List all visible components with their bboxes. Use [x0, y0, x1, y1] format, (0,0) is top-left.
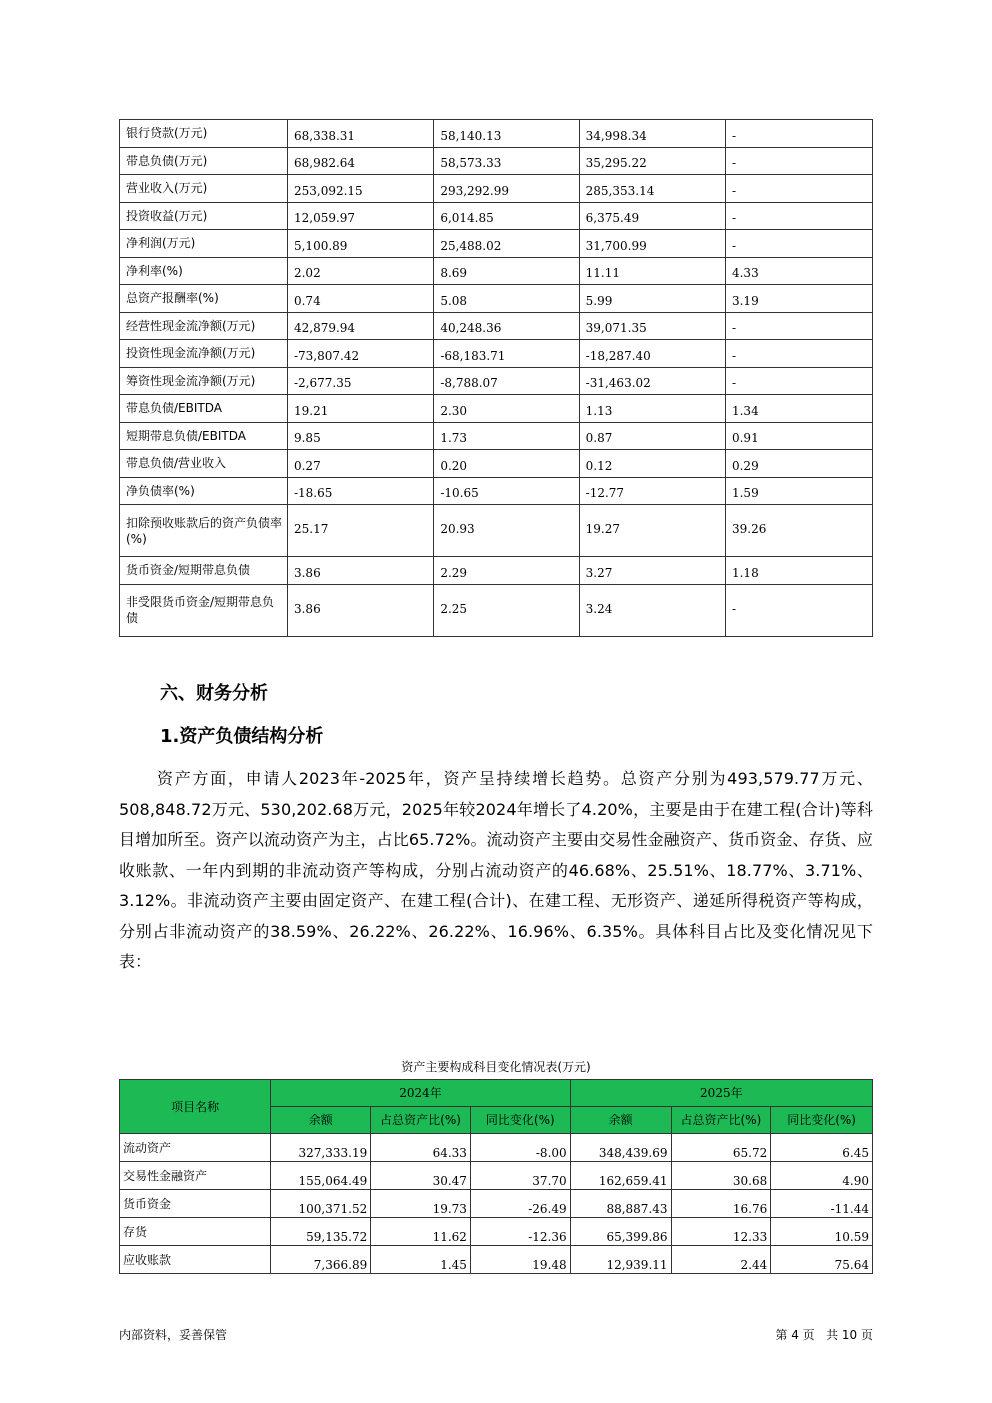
- value-cell: 39.26: [725, 505, 872, 557]
- value-cell: 19.73: [371, 1190, 471, 1218]
- financial-metrics-table: [119, 119, 873, 637]
- table-row: [120, 285, 873, 313]
- section-title: 六、财务分析: [160, 683, 268, 704]
- value-cell: 39,071.35: [579, 312, 725, 340]
- value-cell: 40,248.36: [434, 312, 579, 340]
- value-cell: 6,014.85: [434, 202, 579, 230]
- value-cell: -: [725, 367, 872, 395]
- row-label: 货币资金: [120, 1190, 271, 1218]
- row-label: 总资产报酬率(%): [120, 285, 288, 313]
- value-cell: -: [725, 584, 872, 636]
- table-row: [120, 257, 873, 285]
- value-cell: 2.30: [434, 395, 579, 423]
- value-cell: 2.44: [671, 1246, 771, 1274]
- value-cell: 2.02: [287, 257, 433, 285]
- value-cell: -: [725, 120, 872, 148]
- value-cell: 35,295.22: [579, 147, 725, 175]
- value-cell: -26.49: [470, 1190, 570, 1218]
- asset-structure-table: [119, 1079, 873, 1274]
- table-row: [120, 505, 873, 557]
- header-share-2024: 占总资产比(%): [371, 1107, 471, 1134]
- value-cell: 1.45: [371, 1246, 471, 1274]
- value-cell: 37.70: [470, 1162, 570, 1190]
- row-label: 银行贷款(万元): [120, 120, 288, 148]
- value-cell: 59,135.72: [271, 1218, 371, 1246]
- value-cell: 3.27: [579, 557, 725, 585]
- value-cell: 1.59: [725, 477, 872, 505]
- row-label: 筹资性现金流净额(万元): [120, 367, 288, 395]
- subsection-title: 1.资产负债结构分析: [160, 726, 324, 747]
- row-label: 净负债率(%): [120, 477, 288, 505]
- value-cell: 34,998.34: [579, 120, 725, 148]
- value-cell: -31,463.02: [579, 367, 725, 395]
- value-cell: 20.93: [434, 505, 579, 557]
- footer-page-number: 第 4 页 共 10 页: [775, 1328, 873, 1342]
- row-label: 短期带息负债/EBITDA: [120, 422, 288, 450]
- value-cell: 3.86: [287, 584, 433, 636]
- value-cell: 2.29: [434, 557, 579, 585]
- value-cell: -18.65: [287, 477, 433, 505]
- row-label: 净利率(%): [120, 257, 288, 285]
- header-item-name: 项目名称: [120, 1080, 271, 1134]
- value-cell: 31,700.99: [579, 230, 725, 258]
- value-cell: 327,333.19: [271, 1134, 371, 1162]
- value-cell: 2.25: [434, 584, 579, 636]
- value-cell: 0.27: [287, 450, 433, 478]
- value-cell: 0.20: [434, 450, 579, 478]
- value-cell: -73,807.42: [287, 340, 433, 368]
- value-cell: -: [725, 230, 872, 258]
- table-row: [120, 147, 873, 175]
- row-label: 投资性现金流净额(万元): [120, 340, 288, 368]
- value-cell: 65.72: [671, 1134, 771, 1162]
- row-label: 扣除预收账款后的资产负债率(%): [120, 505, 288, 557]
- value-cell: 4.90: [771, 1162, 873, 1190]
- value-cell: -: [725, 147, 872, 175]
- value-cell: 348,439.69: [570, 1134, 671, 1162]
- value-cell: 0.91: [725, 422, 872, 450]
- value-cell: -18,287.40: [579, 340, 725, 368]
- value-cell: 19.27: [579, 505, 725, 557]
- value-cell: 3.24: [579, 584, 725, 636]
- value-cell: -: [725, 175, 872, 203]
- value-cell: 42,879.94: [287, 312, 433, 340]
- value-cell: 30.68: [671, 1162, 771, 1190]
- value-cell: 6.45: [771, 1134, 873, 1162]
- value-cell: 293,292.99: [434, 175, 579, 203]
- table-row: [120, 395, 873, 423]
- table-row: [120, 557, 873, 585]
- value-cell: 3.19: [725, 285, 872, 313]
- row-label: 经营性现金流净额(万元): [120, 312, 288, 340]
- value-cell: 12,939.11: [570, 1246, 671, 1274]
- value-cell: 11.11: [579, 257, 725, 285]
- value-cell: -8.00: [470, 1134, 570, 1162]
- asset-table-caption: 资产主要构成科目变化情况表(万元): [401, 1060, 591, 1074]
- value-cell: 0.29: [725, 450, 872, 478]
- value-cell: 65,399.86: [570, 1218, 671, 1246]
- value-cell: -2,677.35: [287, 367, 433, 395]
- table-row: [120, 1134, 873, 1162]
- value-cell: 30.47: [371, 1162, 471, 1190]
- row-label: 净利润(万元): [120, 230, 288, 258]
- table-row: [120, 422, 873, 450]
- value-cell: 12,059.97: [287, 202, 433, 230]
- table-row: [120, 312, 873, 340]
- value-cell: 1.18: [725, 557, 872, 585]
- value-cell: -10.65: [434, 477, 579, 505]
- value-cell: 25.17: [287, 505, 433, 557]
- value-cell: 5,100.89: [287, 230, 433, 258]
- value-cell: 68,982.64: [287, 147, 433, 175]
- footer-confidential: 内部资料，妥善保管: [119, 1328, 228, 1342]
- value-cell: 5.99: [579, 285, 725, 313]
- value-cell: 253,092.15: [287, 175, 433, 203]
- value-cell: -68,183.71: [434, 340, 579, 368]
- value-cell: -: [725, 340, 872, 368]
- value-cell: 100,371.52: [271, 1190, 371, 1218]
- value-cell: 0.74: [287, 285, 433, 313]
- row-label: 营业收入(万元): [120, 175, 288, 203]
- table-row: [120, 120, 873, 148]
- row-label: 货币资金/短期带息负债: [120, 557, 288, 585]
- table-row: [120, 340, 873, 368]
- analysis-paragraph: 资产方面，申请人2023年-2025年，资产呈持续增长趋势。总资产分别为493,579.77万元、508,848.72万元、530,202.68万元，2025年较2024年增长了4.20%，主要是由于在建工程(合计)等科目增加所至。资产以流动资产为主，占比65.72%。流动资产主要由交易性金融资产、货币资金、存货、应收账款、一年内到期的非流动资产等构成，分别占流动资产的46.68%、25.51%、18.77%、3.71%、3.12%。非流动资产主要由固定资产、在建工程(合计)、在建工程、无形资产、递延所得税资产等构成，分别占非流动资产的38.59%、26.22%、26.22%、16.96%、6.35%。具体科目占比及变化情况见下表：: [119, 769, 873, 971]
- row-label: 带息负债/营业收入: [120, 450, 288, 478]
- value-cell: 88,887.43: [570, 1190, 671, 1218]
- value-cell: -: [725, 312, 872, 340]
- value-cell: 19.48: [470, 1246, 570, 1274]
- value-cell: 3.86: [287, 557, 433, 585]
- row-label: 应收账款: [120, 1246, 271, 1274]
- value-cell: 12.33: [671, 1218, 771, 1246]
- value-cell: 58,573.33: [434, 147, 579, 175]
- value-cell: 5.08: [434, 285, 579, 313]
- value-cell: 7,366.89: [271, 1246, 371, 1274]
- value-cell: -12.77: [579, 477, 725, 505]
- table-row: [120, 1218, 873, 1246]
- header-year-2025: 2025年: [570, 1080, 872, 1107]
- value-cell: 1.13: [579, 395, 725, 423]
- value-cell: -11.44: [771, 1190, 873, 1218]
- row-label: 流动资产: [120, 1134, 271, 1162]
- value-cell: 9.85: [287, 422, 433, 450]
- table-row: [120, 1190, 873, 1218]
- value-cell: 19.21: [287, 395, 433, 423]
- header-year-2024: 2024年: [271, 1080, 570, 1107]
- value-cell: 6,375.49: [579, 202, 725, 230]
- header-share-2025: 占总资产比(%): [671, 1107, 771, 1134]
- table-row: [120, 584, 873, 636]
- value-cell: 75.64: [771, 1246, 873, 1274]
- value-cell: 4.33: [725, 257, 872, 285]
- value-cell: -: [725, 202, 872, 230]
- row-label: 带息负债(万元): [120, 147, 288, 175]
- value-cell: 25,488.02: [434, 230, 579, 258]
- table-row: [120, 175, 873, 203]
- row-label: 投资收益(万元): [120, 202, 288, 230]
- row-label: 交易性金融资产: [120, 1162, 271, 1190]
- table-row: [120, 450, 873, 478]
- header-balance-2024: 余额: [271, 1107, 371, 1134]
- table-row: [120, 1162, 873, 1190]
- table-row: [120, 1246, 873, 1274]
- header-yoy-2024: 同比变化(%): [470, 1107, 570, 1134]
- value-cell: 68,338.31: [287, 120, 433, 148]
- table-row: [120, 477, 873, 505]
- value-cell: 64.33: [371, 1134, 471, 1162]
- value-cell: 16.76: [671, 1190, 771, 1218]
- value-cell: -12.36: [470, 1218, 570, 1246]
- row-label: 存货: [120, 1218, 271, 1246]
- value-cell: 155,064.49: [271, 1162, 371, 1190]
- value-cell: 11.62: [371, 1218, 471, 1246]
- value-cell: 10.59: [771, 1218, 873, 1246]
- value-cell: 162,659.41: [570, 1162, 671, 1190]
- table-row: [120, 202, 873, 230]
- value-cell: 8.69: [434, 257, 579, 285]
- value-cell: -8,788.07: [434, 367, 579, 395]
- value-cell: 0.87: [579, 422, 725, 450]
- value-cell: 1.34: [725, 395, 872, 423]
- header-yoy-2025: 同比变化(%): [771, 1107, 873, 1134]
- header-balance-2025: 余额: [570, 1107, 671, 1134]
- table-row: [120, 367, 873, 395]
- value-cell: 0.12: [579, 450, 725, 478]
- table-row: [120, 230, 873, 258]
- row-label: 带息负债/EBITDA: [120, 395, 288, 423]
- value-cell: 285,353.14: [579, 175, 725, 203]
- value-cell: 58,140.13: [434, 120, 579, 148]
- value-cell: 1.73: [434, 422, 579, 450]
- row-label: 非受限货币资金/短期带息负债: [120, 584, 288, 636]
